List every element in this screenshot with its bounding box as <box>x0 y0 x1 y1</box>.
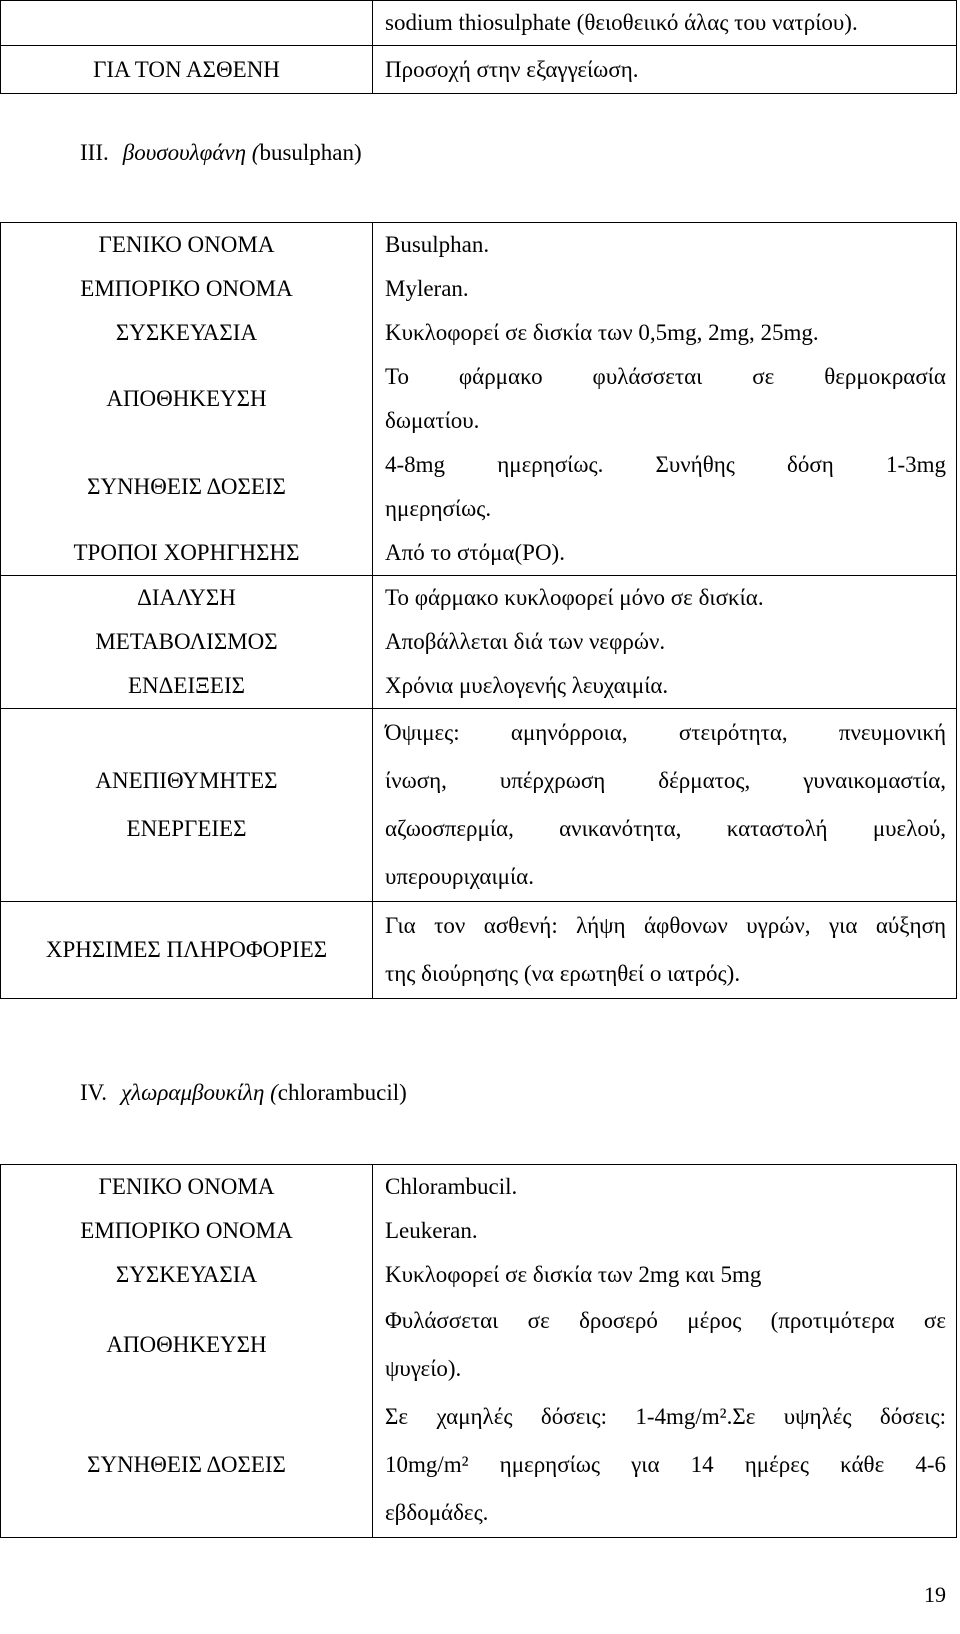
packaging-value: Κυκλοφορεί σε δισκία των 0,5mg, 2mg, 25mg. <box>385 320 819 345</box>
row-value <box>373 223 957 576</box>
doses-value-line: ημερησίως. <box>385 496 492 521</box>
doses-value-line: Σε χαμηλές δόσεις: 1-4mg/m².Σε υψηλές δόσεις: <box>385 1404 946 1429</box>
route-value: Από το στόμα(PO). <box>385 540 565 565</box>
row-label <box>1 902 373 999</box>
top-table <box>0 0 957 94</box>
row-value <box>373 576 957 709</box>
generic-name-label: ΓΕΝΙΚΟ ΟΝΟΜΑ <box>98 232 275 257</box>
table-row <box>1 1 957 46</box>
useful-info-line: της διούρησης (να ερωτηθεί ο ιατρός). <box>385 961 741 986</box>
row-label <box>1 709 373 902</box>
trade-name-label: ΕΜΠΟΡΙΚΟ ΟΝΟΜΑ <box>80 276 293 301</box>
doses-value-line: 10mg/m² ημερησίως για 14 ημέρες κάθε 4-6 <box>385 1452 946 1477</box>
trade-name-label: ΕΜΠΟΡΙΚΟ ΟΝΟΜΑ <box>80 1218 293 1243</box>
doses-value-line: εβδομάδες. <box>385 1500 489 1525</box>
row-value <box>373 709 957 902</box>
generic-name-value: Busulphan. <box>385 232 490 257</box>
row-label <box>1 223 373 576</box>
metabolism-value: Αποβάλλεται διά των νεφρών. <box>385 629 666 654</box>
row-value <box>373 46 957 94</box>
section-heading-busulphan <box>80 140 362 166</box>
packaging-value: Κυκλοφορεί σε δισκία των 2mg και 5mg <box>385 1262 762 1287</box>
row-value <box>373 1165 957 1538</box>
table-row <box>1 46 957 94</box>
useful-info-line: Για τον ασθενή: λήψη άφθονων υγρών, για αύξηση <box>385 913 946 938</box>
storage-value-line: δωματίου. <box>385 408 480 433</box>
row-value <box>373 1 957 46</box>
section-greek-name: χλωραμβουκίλη ( <box>121 1080 278 1105</box>
storage-value-line: Το φάρμακο φυλάσσεται σε θερμοκρασία <box>385 364 946 389</box>
row-label <box>1 576 373 709</box>
table-row <box>1 576 957 709</box>
row-label <box>1 1 373 46</box>
packaging-label: ΣΥΣΚΕΥΑΣΙΑ <box>115 1262 258 1287</box>
dissolution-value: Το φάρμακο κυκλοφορεί μόνο σε δισκία. <box>385 585 764 610</box>
section-heading-chlorambucil <box>80 1080 407 1106</box>
adverse-effects-label: ΕΝΕΡΓΕΙΕΣ <box>126 816 247 841</box>
row-label: ΓΙΑ ΤΟΝ ΑΣΘΕΝΗ <box>1 46 373 94</box>
adverse-effects-line: αζωοσπερμία, ανικανότητα, καταστολή μυελού, <box>385 816 946 841</box>
table-row <box>1 709 957 902</box>
row-value <box>373 902 957 999</box>
indications-value: Χρόνια μυελογενής λευχαιμία. <box>385 673 669 698</box>
table-row <box>1 902 957 999</box>
doses-label: ΣΥΝΗΘΕΙΣ ΔΟΣΕΙΣ <box>87 474 286 499</box>
storage-value-line: Φυλάσσεται σε δροσερό μέρος (προτιμότερα σε <box>385 1308 946 1333</box>
table-row <box>1 223 957 576</box>
dissolution-label: ΔΙΑΛΥΣΗ <box>137 585 236 610</box>
trade-name-value: Myleran. <box>385 276 469 301</box>
adverse-effects-line: Όψιμες: αμηνόρροια, στειρότητα, πνευμονική <box>385 720 946 745</box>
indications-label: ΕΝΔΕΙΞΕΙΣ <box>127 673 246 698</box>
generic-name-label: ΓΕΝΙΚΟ ΟΝΟΜΑ <box>98 1174 275 1199</box>
row-label <box>1 1165 373 1538</box>
page-number: 19 <box>924 1582 946 1607</box>
doses-value-line: 4-8mg ημερησίως. Συνήθης δόση 1-3mg <box>385 452 946 477</box>
adverse-effects-line: ίνωση, υπέρχρωση δέρματος, γυναικομαστία, <box>385 768 946 793</box>
table-row <box>1 1165 957 1538</box>
section-number: IV. <box>80 1080 108 1105</box>
section-latin-name: busulphan) <box>259 140 362 165</box>
route-label: ΤΡΟΠΟΙ ΧΟΡΗΓΗΣΗΣ <box>73 540 300 565</box>
section-latin-name: chlorambucil) <box>277 1080 407 1105</box>
adverse-effects-line: υπερουριχαιμία. <box>385 864 534 889</box>
row-value-text: sodium thiosulphate (θειοθειικό άλας του νατρίου). <box>385 10 858 35</box>
trade-name-value: Leukeran. <box>385 1218 478 1243</box>
storage-value-line: ψυγείο). <box>385 1356 462 1381</box>
adverse-effects-label: ΑΝΕΠΙΘΥΜΗΤΕΣ <box>95 768 278 793</box>
storage-label: ΑΠΟΘΗΚΕΥΣΗ <box>106 1332 267 1357</box>
section-number: III. <box>80 140 109 165</box>
useful-info-label: ΧΡΗΣΙΜΕΣ ΠΛΗΡΟΦΟΡΙΕΣ <box>45 937 328 962</box>
chlorambucil-table <box>0 1164 957 1538</box>
storage-label: ΑΠΟΘΗΚΕΥΣΗ <box>106 386 267 411</box>
metabolism-label: ΜΕΤΑΒΟΛΙΣΜΟΣ <box>95 629 278 654</box>
doses-label: ΣΥΝΗΘΕΙΣ ΔΟΣΕΙΣ <box>87 1452 286 1477</box>
section-greek-name: βουσουλφάνη ( <box>122 140 260 165</box>
row-value-text: Προσοχή στην εξαγγείωση. <box>385 56 639 82</box>
busulphan-table <box>0 222 957 999</box>
generic-name-value: Chlorambucil. <box>385 1174 518 1199</box>
packaging-label: ΣΥΣΚΕΥΑΣΙΑ <box>115 320 258 345</box>
